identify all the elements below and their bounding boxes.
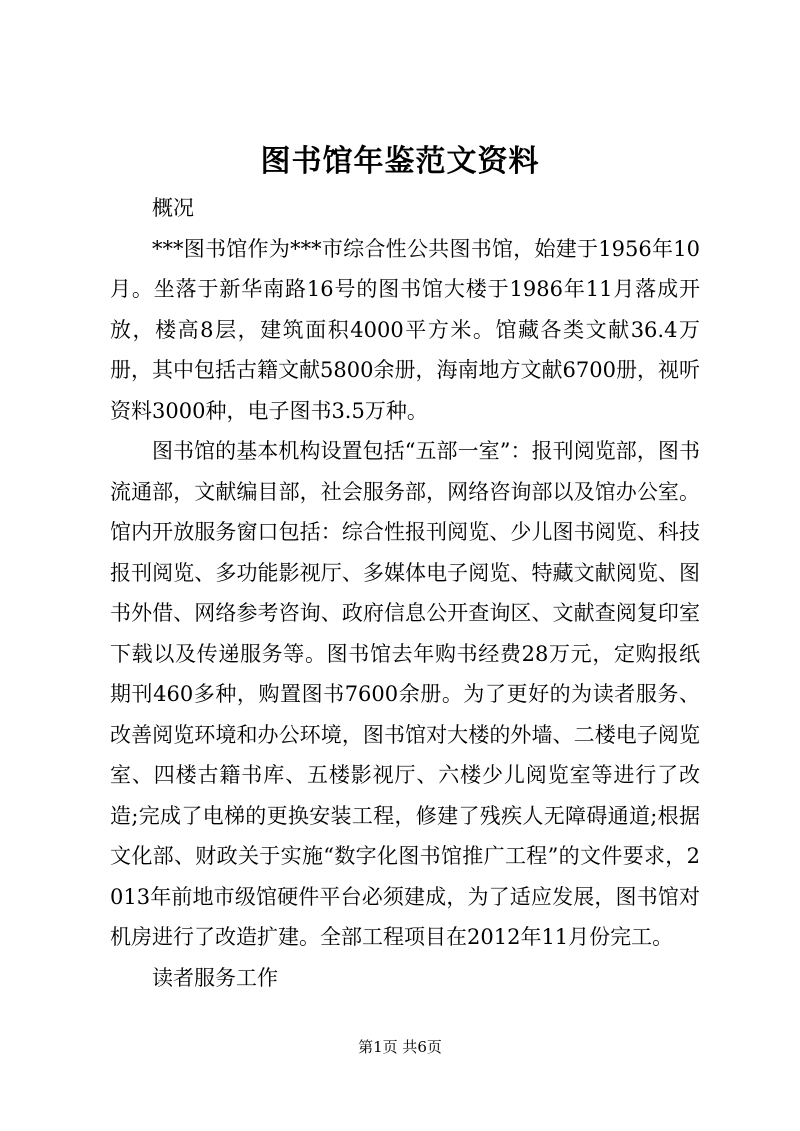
section-heading-overview: 概况	[152, 196, 194, 220]
section-heading-reader-services: 读者服务工作	[152, 965, 278, 990]
page-number-footer: 第1页 共6页	[358, 1038, 442, 1056]
paragraph-organization-services: 图书馆的基本机构设置包括“五部一室”：报刊阅览部，图书流通部，文献编目部，社会服务部，网络咨询部以及馆办公室。馆内开放服务窗口包括：综合性报刊阅览、少儿图书阅览、科技报刊阅览、多功能影视厅、多媒体电子阅览、特藏文献阅览、图书外借、网络参考咨询、政府信息公开查询区、文献查阅复印室下载以及传递服务等。图书馆去年购书经费28万元，定购报纸期刊460多种，购置图书7600余册。为了更好的为读者服务、改善阅览环境和办公环境，图书馆对大楼的外墙、二楼电子阅览室、四楼古籍书库、五楼影视厅、六楼少儿阅览室等进行了改造;完成了电梯的更换安装工程，修建了残疾人无障碍通道;根据文化部、财政关于实施“数字化图书馆推广工程”的文件要求，2013年前地市级馆硬件平台必须建成，为了适应发展，图书馆对机房进行了改造扩建。全部工程项目在2012年11月份完工。	[110, 439, 700, 949]
paragraph-library-overview: ***图书馆作为***市综合性公共图书馆，始建于1956年10月。坐落于新华南路16号的图书馆大楼于1986年11月落成开放，楼高8层，建筑面积4000平方米。馆藏各类文献36.4万册，其中包括古籍文献5800余册，海南地方文献6700册，视听资料3000种，电子图书3.5万种。	[110, 236, 700, 423]
document-body	[110, 188, 700, 998]
document-title: 图书馆年鉴范文资料	[260, 144, 540, 179]
